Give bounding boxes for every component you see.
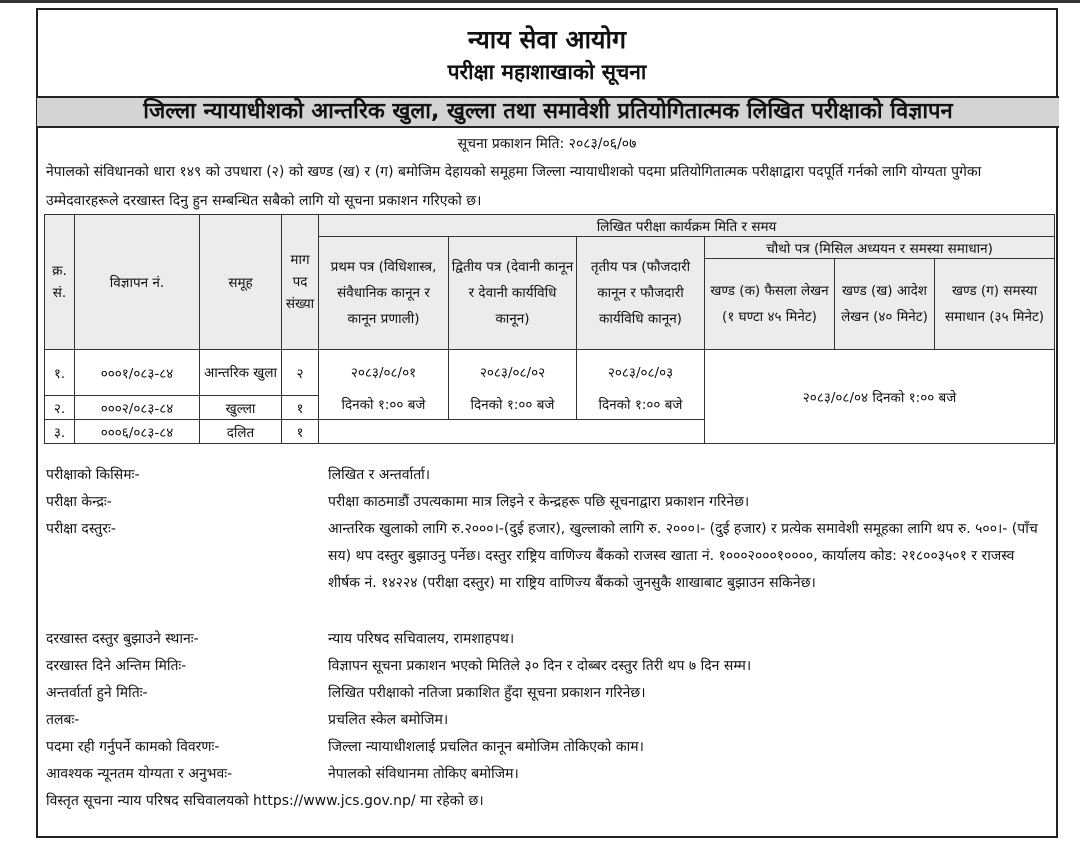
footer-note: विस्तृत सूचना न्याय परिषद सचिवालयको https://www.jcs.gov.np/ मा रहेको छ। <box>46 793 484 809</box>
detail-label: दरखास्त दिने अन्तिम मितिः- <box>46 658 187 674</box>
row-ad-number: ०००१/०८३-८४ <box>75 350 200 396</box>
paper-1-schedule <box>319 350 449 420</box>
detail-value: लिखित र अन्तर्वार्ता। <box>328 467 431 483</box>
detail-label: परीक्षा दस्तुरः- <box>46 521 116 537</box>
row-group: आन्तरिक खुला <box>200 350 282 396</box>
detail-label: परीक्षा केन्द्रः- <box>46 494 112 510</box>
paper-3-date: २०८३/०८/०३ <box>607 364 674 381</box>
paper-1-time: दिनको १:०० बजे <box>341 396 426 413</box>
header-paper-3: तृतीय पत्र (फौजदारी कानून र फौजदारी कार्यविधि कानून) <box>577 237 705 350</box>
detail-label: परीक्षाको किसिमः- <box>46 467 140 483</box>
row-posts: १ <box>282 396 319 420</box>
detail-value: प्रचलित स्केल बमोजिम। <box>328 712 449 728</box>
row-group: दलित <box>200 420 282 444</box>
detail-value: न्याय परिषद सचिवालय, रामशाहपथ। <box>328 631 515 647</box>
paper-2-date: २०८३/०८/०२ <box>479 364 546 381</box>
notice-frame <box>36 8 1058 838</box>
detail-value: आन्तरिक खुलाको लागि रु.२०००।-(दुई हजार), खुल्लाको लागि रु. २०००।- (दुई हजार) र प्रत्येक समावेशी समूहका लागि थप रु. ५००।- (पाँच सय) थप दस्तुर बुझाउनु पर्नेछ। दस्तुर राष्ट्रिय वाणिज्य बैंकको राजस्व खाता नं. १०००२०००१००००, कार्यालय कोड: २१८००३५०१ र राजस्व शीर्षक नं. १४२२४ (परीक्षा दस्तुर) मा राष्ट्रिय वाणिज्य बैंकको जुनसुकै शाखाबाट बुझाउन सकिनेछ। <box>328 521 1038 591</box>
row-posts: १ <box>282 420 319 444</box>
detail-value: विज्ञापन सूचना प्रकाशन भएको मितिले ३० दिन र दोब्बर दस्तुर तिरी थप ७ दिन सम्म। <box>328 658 752 674</box>
paper-2-schedule <box>449 350 577 420</box>
row-ad-number: ०००६/०८३-८४ <box>75 420 200 444</box>
detail-value: लिखित परीक्षाको नतिजा प्रकाशित हुँदा सूचना प्रकाशन गरिनेछ। <box>328 685 646 701</box>
paper-3-schedule <box>577 350 705 420</box>
table-row <box>45 350 1055 396</box>
header-ad-number: विज्ञापन नं. <box>75 215 200 350</box>
row-sn: ३. <box>45 420 75 444</box>
header-paper-4-b: खण्ड (ख) आदेश लेखन (४० मिनेट) <box>835 259 935 350</box>
row-ad-number: ०००२/०८३-८४ <box>75 396 200 420</box>
paper-3-time: दिनको १:०० बजे <box>598 396 683 413</box>
paper-4-schedule: २०८३/०८/०४ दिनको १:०० बजे <box>705 350 1055 444</box>
row-sn: २. <box>45 396 75 420</box>
header-paper-1: प्रथम पत्र (विधिशास्त्र, संवैधानिक कानून र कानून प्रणाली) <box>319 237 449 350</box>
row-posts: २ <box>282 350 319 396</box>
row-group: खुल्ला <box>200 396 282 420</box>
paper-1-date: २०८३/०८/०१ <box>350 364 417 381</box>
detail-label: तलबः- <box>46 712 80 728</box>
header-paper-4-a: खण्ड (क) फैसला लेखन (१ घण्टा ४५ मिनेट) <box>705 259 835 350</box>
publication-date: सूचना प्रकाशन मिति: २०८३/०६/०७ <box>457 136 637 152</box>
detail-value: नेपालको संविधानमा तोकिए बमोजिम। <box>328 766 519 782</box>
exam-schedule-table <box>44 214 1055 444</box>
dept-title: परीक्षा महाशाखाको सूचना <box>447 60 647 84</box>
org-name: न्याय सेवा आयोग <box>467 25 627 54</box>
detail-label: दरखास्त दस्तुर बुझाउने स्थानः- <box>46 631 199 647</box>
detail-value: परीक्षा काठमाडौं उपत्यकामा मात्र लिइने र केन्द्रहरू पछि सूचनाद्वारा प्रकाशन गरिनेछ। <box>328 494 750 510</box>
detail-label: आवश्यक न्यूनतम योग्यता र अनुभवः- <box>46 766 233 782</box>
header-paper-2: द्वितीय पत्र (देवानी कानून र देवानी कार्यविधि कानून) <box>449 237 577 350</box>
paper-2-time: दिनको १:०० बजे <box>470 396 555 413</box>
detail-label: अन्तर्वार्ता हुने मितिः- <box>46 685 148 701</box>
header-sn: क्र. सं. <box>45 215 75 350</box>
row-sn: १. <box>45 350 75 396</box>
intro-paragraph: नेपालको संविधानको धारा १४९ को उपधारा (२) को खण्ड (ख) र (ग) बमोजिम देहायको समूहमा जिल्ला न्यायाधीशको पदमा प्रतियोगितात्मक परीक्षाद्वारा पदपूर्ति गर्नको लागि योग्यता पुगेका उम्मेदवारहरूले दरखास्त दिनु हुन सम्बन्धित सबैको लागि यो सूचना प्रकाशन गरिएको छ। <box>46 164 982 209</box>
header-posts: माग पद संख्या <box>282 215 319 350</box>
header-paper-4: चौथो पत्र (मिसिल अध्ययन र समस्या समाधान) <box>705 237 1055 259</box>
detail-value: जिल्ला न्यायाधीशलाई प्रचलित कानून बमोजिम तोकिएको काम। <box>328 739 644 755</box>
top-rule <box>0 0 1080 3</box>
header-paper-4-c: खण्ड (ग) समस्या समाधान (३५ मिनेट) <box>935 259 1055 350</box>
ad-title: जिल्ला न्यायाधीशको आन्तरिक खुला, खुल्ला तथा समावेशी प्रतियोगितात्मक लिखित परीक्षाको विज्ञापन <box>37 96 1059 128</box>
header-schedule: लिखित परीक्षा कार्यक्रम मिति र समय <box>319 215 1055 237</box>
header-group: समूह <box>200 215 282 350</box>
empty-cell <box>319 420 705 444</box>
detail-label: पदमा रही गर्नुपर्ने कामको विवरणः- <box>46 739 220 755</box>
